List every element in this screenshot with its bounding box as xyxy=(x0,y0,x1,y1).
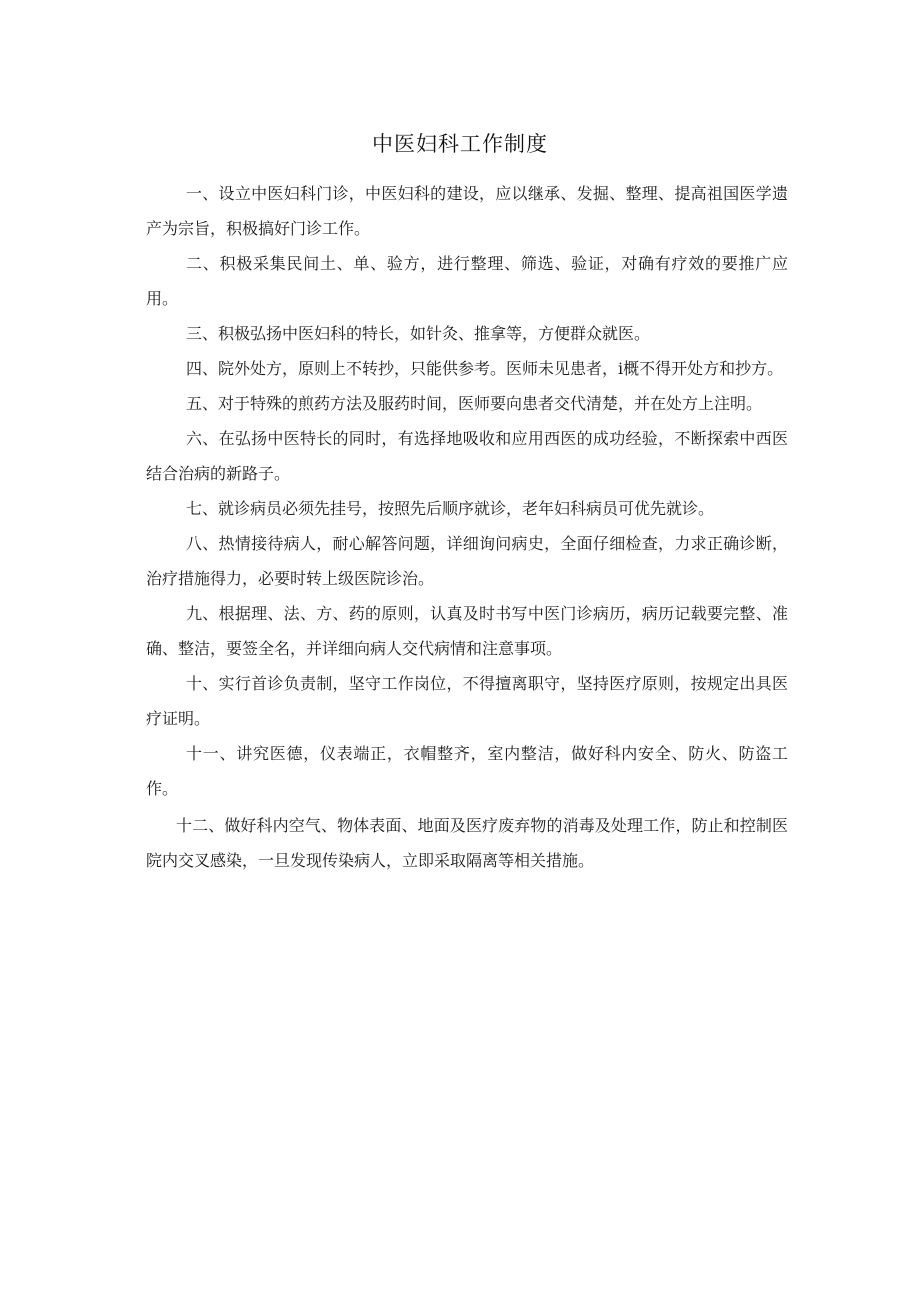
paragraph-8: 八、热情接待病人，耐心解答问题，详细询问病史，全面仔细检查，力求正确诊断，治疗措施得力，必要时转上级医院诊治。 xyxy=(146,534,788,588)
paragraph-4: 四、院外处方，原则上不转抄，只能供参考。医师未见患者，i概不得开处方和抄方。 xyxy=(186,359,784,378)
paragraph-5: 五、对于特殊的煎药方法及服药时间，医师要向患者交代清楚，并在处方上注明。 xyxy=(186,394,763,413)
paragraph-1: 一、设立中医妇科门诊，中医妇科的建设，应以继承、发掘、整理、提高祖国医学遗产为宗旨，积极搞好门诊工作。 xyxy=(146,184,788,238)
document-title: 中医妇科工作制度 xyxy=(372,132,548,156)
paragraph-6: 六、在弘扬中医特长的同时，有选择地吸收和应用西医的成功经验，不断探索中西医结合治病的新路子。 xyxy=(146,429,788,483)
paragraph-10: 十、实行首诊负责制，坚守工作岗位，不得擅离职守，坚持医疗原则，按规定出具医疗证明。 xyxy=(146,674,788,728)
paragraph-3: 三、积极弘扬中医妇科的特长，如针灸、推拿等，方便群众就医。 xyxy=(186,324,651,343)
document-body xyxy=(146,176,788,878)
paragraph-2: 二、积极采集民间土、单、验方，进行整理、筛选、验证，对确有疗效的要推广应用。 xyxy=(146,254,788,308)
paragraph-9: 九、根据理、法、方、药的原则，认真及时书写中医门诊病历，病历记载要完整、准确、整洁，要签全名，并详细向病人交代病情和注意事项。 xyxy=(146,604,788,658)
paragraph-11: 十一、讲究医德，仪表端正，衣帽整齐，室内整洁，做好科内安全、防火、防盗工作。 xyxy=(146,744,788,798)
paragraph-12: 十二、做好科内空气、物体表面、地面及医疗废弃物的消毒及处理工作，防止和控制医院内交叉感染，一旦发现传染病人，立即采取隔离等相关措施。 xyxy=(146,816,788,870)
paragraph-7: 七、就诊病员必须先挂号，按照先后顺序就诊，老年妇科病员可优先就诊。 xyxy=(186,499,715,518)
